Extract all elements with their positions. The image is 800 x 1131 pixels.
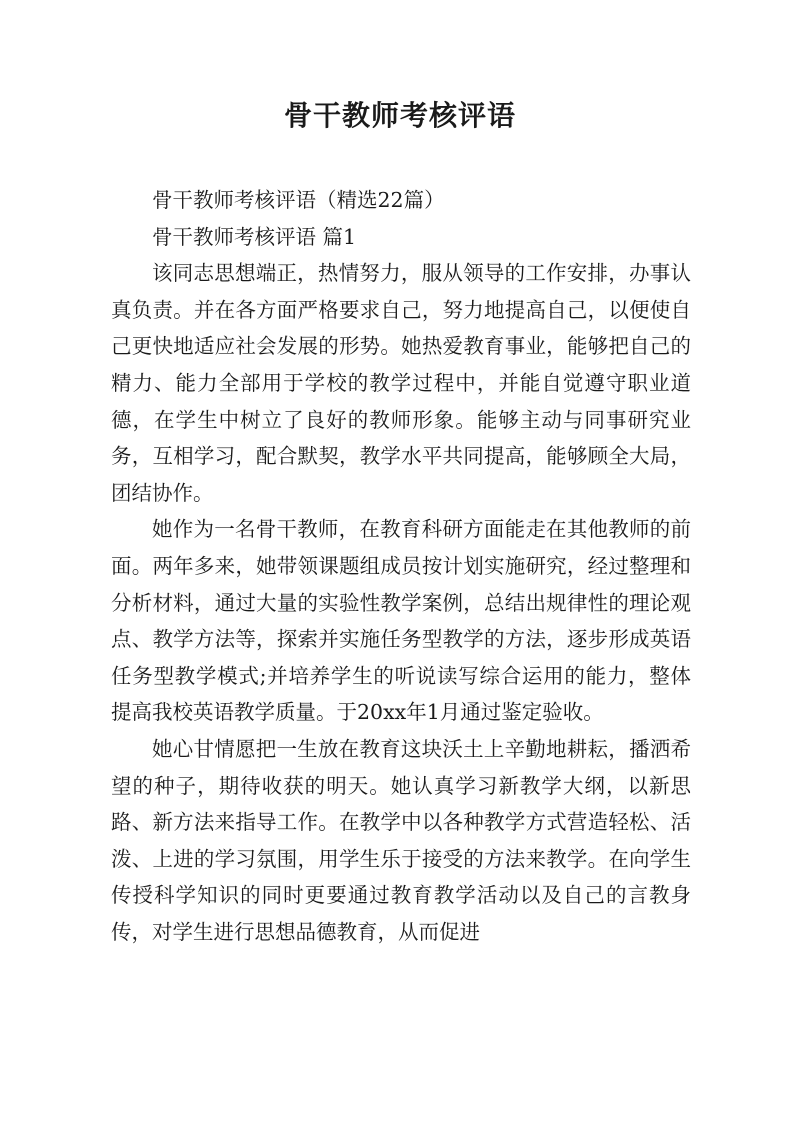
paragraph-2: 她作为一名骨干教师，在教育科研方面能走在其他教师的前面。两年多来，她带领课题组成员按计划实施研究，经过整理和分析材料，通过大量的实验性教学案例，总结出规律性的理论观点、教学方法等，探索并实施任务型教学的方法，逐步形成英语任务型教学模式;并培养学生的听说读写综合运用的能力，整体提高我校英语教学质量。于20xx年1月通过鉴定验收。 [111,517,691,725]
section-heading: 骨干教师考核评语 篇1 [152,224,357,249]
document-title: 骨干教师考核评语 [283,99,516,132]
document-body [111,182,691,950]
document-subtitle: 骨干教师考核评语（精选22篇） [152,188,445,212]
paragraph-1: 该同志思想端正，热情努力，服从领导的工作安排，办事认真负责。并在各方面严格要求自己，努力地提高自己，以便使自己更快地适应社会发展的形势。她热爱教育事业，能够把自己的精力、能力全部用于学校的教学过程中，并能自觉遵守职业道德，在学生中树立了良好的教师形象。能够主动与同事研究业务，互相学习，配合默契，教学水平共同提高，能够顾全大局，团结协作。 [111,261,691,505]
paragraph-3: 她心甘情愿把一生放在教育这块沃土上辛勤地耕耘，播洒希望的种子，期待收获的明天。她认真学习新教学大纲，以新思路、新方法来指导工作。在教学中以各种教学方式营造轻松、活泼、上进的学习氛围，用学生乐于接受的方法来教学。在向学生传授科学知识的同时更要通过教育教学活动以及自己的言教身传，对学生进行思想品德教育，从而促进 [111,736,691,944]
